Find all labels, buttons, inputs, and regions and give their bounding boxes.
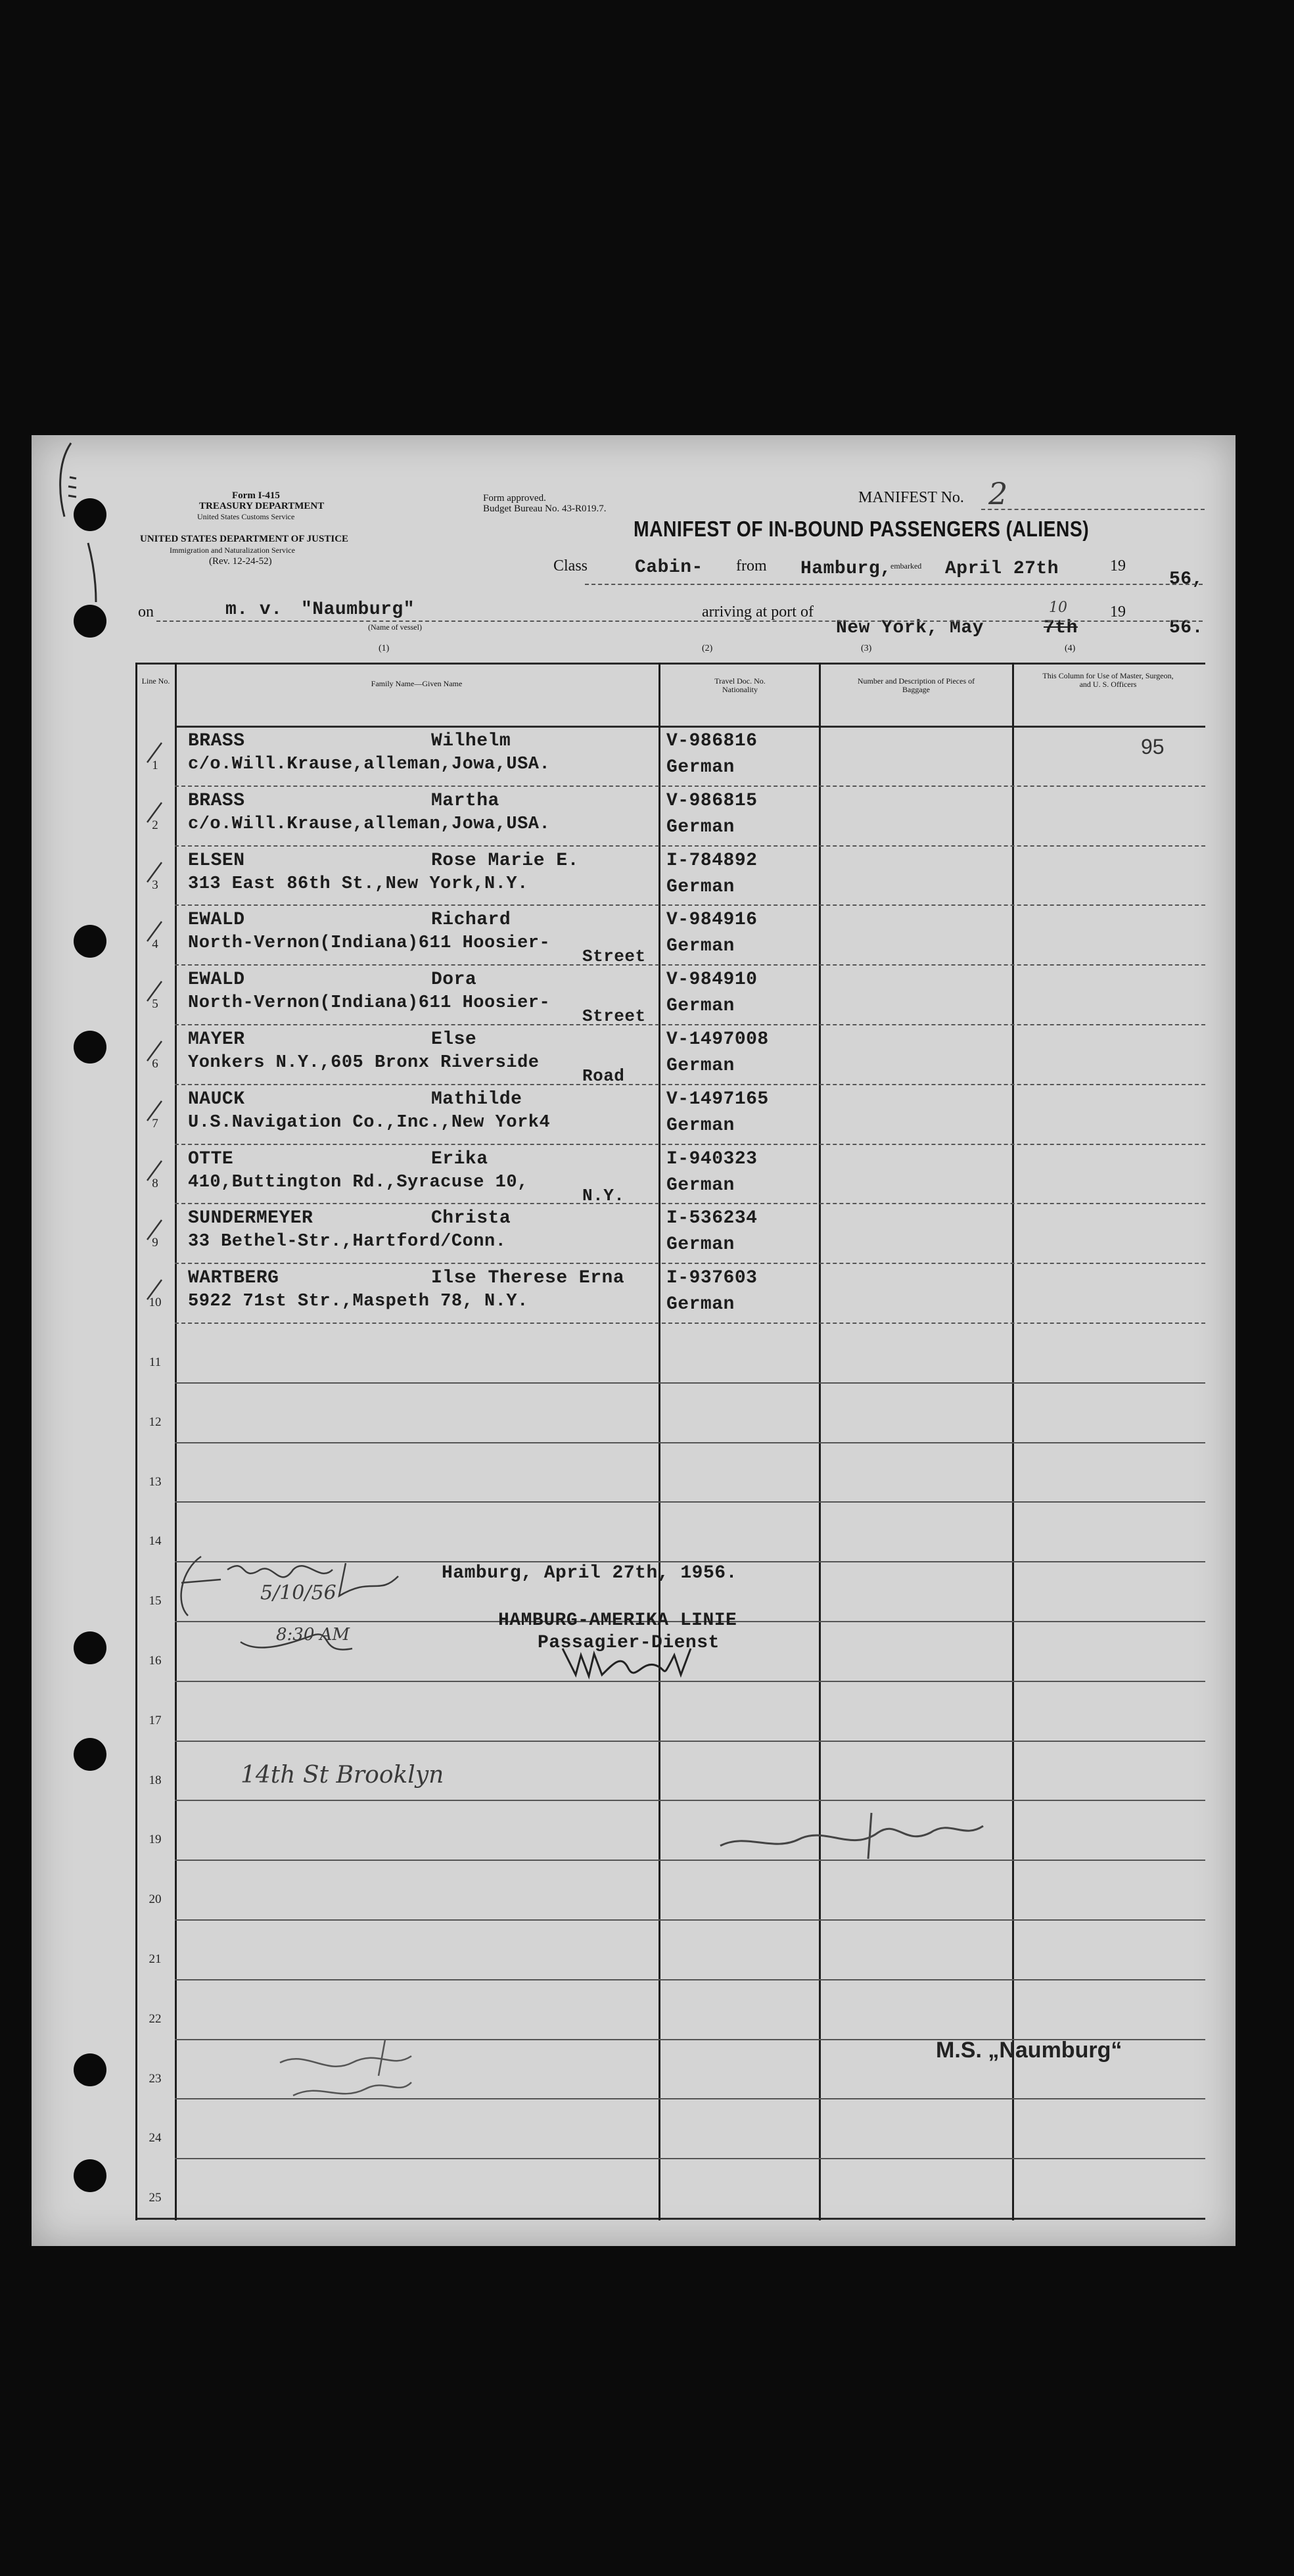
year-prefix-1: 19 [1110,557,1126,574]
class-line [585,584,1203,585]
header-baggage: Number and Description of Pieces of Baggage [857,676,975,694]
travel-doc-no: V-986815 [666,790,758,811]
manifest-title: MANIFEST OF IN-BOUND PASSENGERS (ALIENS) [634,517,1090,541]
line-number: 3 [152,878,158,892]
nationality: German [666,1175,735,1196]
travel-doc-no: V-984910 [666,970,758,991]
from-label: from [736,557,767,574]
closing-place-date: Hamburg, April 27th, 1956. [442,1563,737,1583]
check-mark-icon [143,1158,164,1184]
closing-company: HAMBURG-AMERIKA LINIE [498,1610,737,1631]
table-row [135,1144,1205,1204]
address-continued: Street [582,1006,646,1027]
line-number: 2 [152,818,158,832]
address: 5922 71st Str.,Maspeth 78, N.Y. [188,1292,528,1312]
purser-signature [556,1635,707,1688]
line-number: 9 [152,1236,158,1250]
nationality: German [666,996,735,1017]
binder-hole [74,2053,106,2086]
given-name: Else [431,1029,477,1050]
manifest-number: 2 [988,476,1008,511]
table-top-border [135,663,1205,665]
line-number: 10 [149,1296,162,1310]
inspector-initials [162,1543,411,1675]
binder-hole [74,1031,106,1064]
nationality: German [666,1294,735,1315]
line-number: 8 [152,1176,158,1190]
address: 33 Bethel-Str.,Hartford/Conn. [188,1232,507,1252]
given-name: Martha [431,790,499,811]
line-number: 23 [149,2071,162,2086]
address: 410,Buttington Rd.,Syracuse 10, [188,1172,528,1192]
address: Yonkers N.Y.,605 Bronx Riverside [188,1053,540,1073]
given-name: Dora [431,970,477,991]
embark-date: April 27th [945,559,1059,579]
binder-hole [74,1738,106,1771]
row-line [175,1382,1205,1384]
family-name: ELSEN [188,850,245,871]
line-number: 25 [149,2191,162,2205]
travel-doc-no: I-536234 [666,1208,758,1229]
address: c/o.Will.Krause,alleman,Jowa,USA. [188,755,551,774]
travel-doc-no: I-937603 [666,1268,758,1289]
check-mark-icon [143,919,164,945]
family-name: NAUCK [188,1089,245,1110]
nationality: German [666,757,735,778]
col-num-4: (4) [1065,644,1076,653]
embarked-label: embarked [890,561,922,571]
address-continued: Road [582,1066,625,1086]
given-name: Mathilde [431,1089,522,1110]
address: North-Vernon(Indiana)611 Hoosier- [188,993,551,1014]
line-number: 19 [149,1833,162,1847]
line-number: 5 [152,997,158,1012]
customs-service: United States Customs Service [197,512,295,521]
class-value: Cabin- [635,557,703,578]
line-number: 11 [149,1355,162,1369]
margin-mark [45,438,97,609]
table-row [135,726,1205,785]
given-name: Wilhelm [431,731,511,751]
form-approved: Form approved. [483,493,546,503]
nationality: German [666,1234,735,1255]
nationality: German [666,1115,735,1136]
col-num-3: (3) [861,644,872,653]
line-number: 13 [149,1474,162,1489]
arrival-port: New York, May [836,618,984,638]
inspector-time: 8:30 AM [276,1625,350,1645]
row-line [175,1741,1205,1742]
form-number: Form I-415 [232,490,280,501]
travel-doc-no: V-1497165 [666,1089,769,1110]
check-mark-icon [143,800,164,826]
manifest-no-line [981,509,1205,510]
binder-hole [74,925,106,958]
manifest-no-label: MANIFEST No. [858,489,964,506]
line-number: 16 [149,1653,162,1668]
manifest-sheet [32,435,1236,2246]
given-name: Rose Marie E. [431,850,579,871]
col-num-2: (2) [702,644,713,653]
table-row [135,1084,1205,1144]
line-number: 18 [149,1773,162,1787]
class-label: Class [553,557,588,574]
justice-department: UNITED STATES DEPARTMENT OF JUSTICE [140,534,349,544]
line-number: 21 [149,1952,162,1966]
given-name: Erika [431,1148,488,1169]
address-continued: Street [582,947,646,967]
travel-doc-no: V-986816 [666,731,758,751]
closing-department: Passagier-Dienst [538,1633,720,1653]
given-name: Richard [431,910,511,931]
travel-doc-no: I-940323 [666,1148,758,1169]
header-officers: This Column for Use of Master, Surgeon, and U. S. Officers [1042,671,1174,689]
vessel-name: "Naumburg" [301,599,415,620]
table-row [135,1203,1205,1263]
row-line [175,1323,1205,1324]
given-name: Ilse Therese Erna [431,1268,625,1289]
bleed-through-scribble [267,2036,425,2115]
budget-bureau: Budget Bureau No. 43-R019.7. [483,503,607,514]
vessel-prefix: m. v. [225,599,283,620]
address: North-Vernon(Indiana)611 Hoosier- [188,933,551,954]
travel-doc-no: V-1497008 [666,1029,769,1050]
line-number: 1 [152,758,158,772]
line-number: 15 [149,1594,162,1608]
line-number: 20 [149,1892,162,1907]
inspector-date: 5/10/56 [260,1581,336,1604]
row-line [175,1919,1205,1921]
family-name: WARTBERG [188,1268,279,1289]
row-line [175,1979,1205,1980]
row-line [175,1442,1205,1443]
arrival-year: 56. [1169,618,1203,638]
check-mark-icon [143,1217,164,1244]
line-number: 4 [152,937,158,952]
family-name: BRASS [188,790,245,811]
row-line [175,1860,1205,1861]
table-row [135,1024,1205,1084]
ins-service: Immigration and Naturalization Service [170,546,295,555]
binder-hole [74,1631,106,1664]
treasury-department: TREASURY DEPARTMENT [199,501,325,511]
manifest-table [135,663,1205,2222]
family-name: MAYER [188,1029,245,1050]
check-mark-icon [143,1098,164,1125]
line-number: 22 [149,2011,162,2026]
header-name: Family Name—Given Name [371,679,463,688]
nationality: German [666,936,735,957]
nationality: German [666,876,735,897]
vessel-caption: (Name of vessel) [368,622,422,632]
header-travel-doc: Travel Doc. No. Nationality [714,676,766,694]
revision: (Rev. 12-24-52) [209,556,272,567]
arriving-label: arriving at port of [702,603,814,621]
family-name: SUNDERMEYER [188,1208,313,1229]
officer-note: 95 [1141,735,1165,759]
table-row [135,785,1205,845]
ship-stamp: M.S. „Naumburg“ [936,2038,1122,2063]
line-number: 6 [152,1056,158,1071]
table-row [135,964,1205,1027]
binder-hole [74,2159,106,2192]
check-mark-icon [143,979,164,1005]
line-number: 12 [149,1415,162,1429]
binder-hole [74,605,106,638]
travel-doc-no: I-784892 [666,850,758,871]
year-prefix-2: 19 [1110,603,1126,621]
address: 313 East 86th St.,New York,N.Y. [188,874,528,894]
arrival-day-written: 10 [1049,599,1067,616]
check-mark-icon [143,1039,164,1065]
address-continued: N.Y. [582,1185,625,1206]
table-row [135,1263,1205,1323]
table-bottom-border [135,2218,1205,2220]
brooklyn-note: 14th St Brooklyn [241,1762,444,1789]
row-line [175,1800,1205,1801]
check-mark-icon [143,740,164,766]
col-num-1: (1) [379,644,390,653]
check-mark-icon [143,1277,164,1303]
on-label: on [138,603,154,621]
line-number: 7 [152,1116,158,1131]
check-mark-icon [143,860,164,886]
bleed-through-scribble [707,1806,996,1865]
address: c/o.Will.Krause,alleman,Jowa,USA. [188,814,551,834]
arrival-day-crossed: 7th [1044,618,1078,638]
line-number: 17 [149,1713,162,1727]
header-line-no: Line No. [141,676,170,686]
nationality: German [666,816,735,837]
table-row [135,904,1205,967]
line-number: 14 [149,1534,162,1549]
line-number: 24 [149,2131,162,2145]
family-name: BRASS [188,731,245,751]
travel-doc-no: V-984916 [666,910,758,931]
given-name: Christa [431,1208,511,1229]
family-name: OTTE [188,1148,234,1169]
embark-year: 56, [1169,569,1203,590]
row-line [175,2158,1205,2159]
row-line [175,1501,1205,1503]
from-value: Hamburg, [800,559,892,579]
table-row [135,845,1205,905]
address: U.S.Navigation Co.,Inc.,New York4 [188,1112,551,1133]
nationality: German [666,1056,735,1076]
vessel-line [156,621,1203,622]
family-name: EWALD [188,970,245,991]
family-name: EWALD [188,910,245,931]
